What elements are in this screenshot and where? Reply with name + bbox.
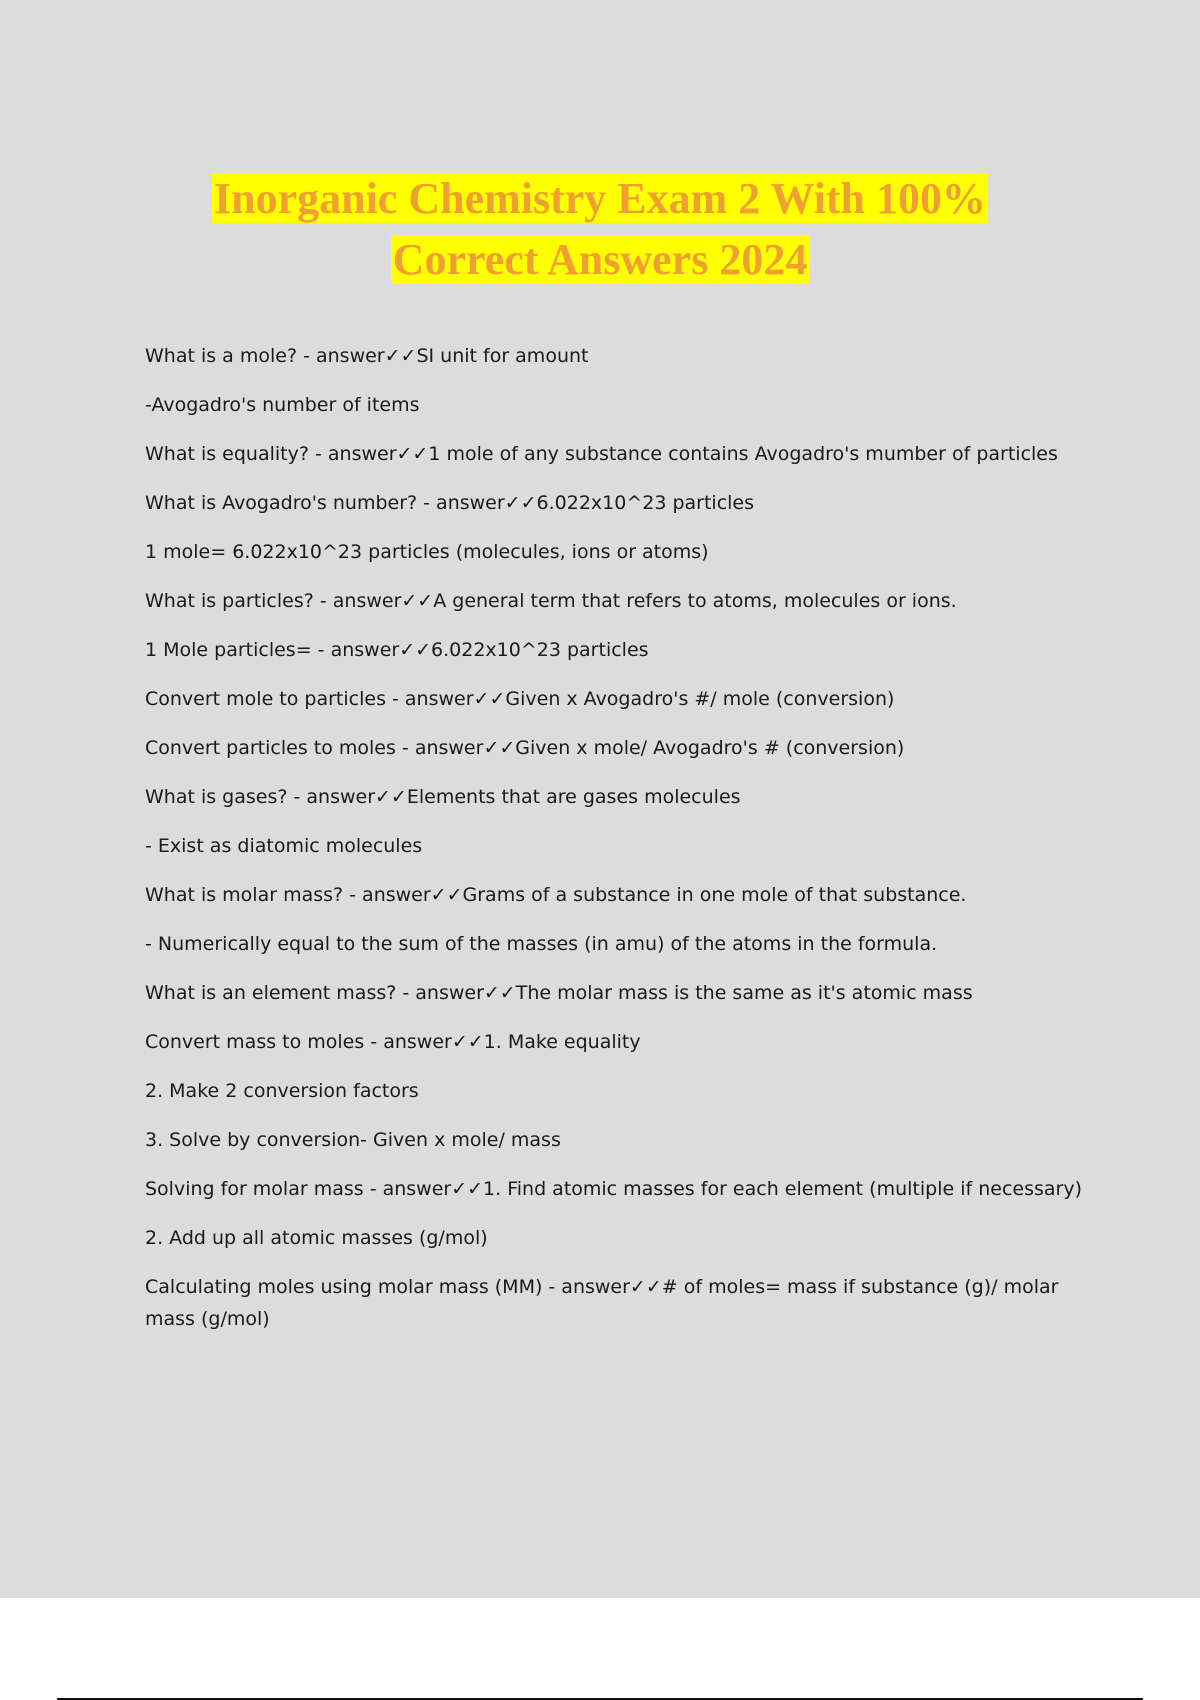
paragraph: 2. Add up all atomic masses (g/mol) xyxy=(145,1227,488,1249)
paragraph: What is a mole? - answer✓✓SI unit for amount xyxy=(145,345,589,367)
title-line-1: Inorganic Chemistry Exam 2 With 100% xyxy=(213,174,987,223)
paragraph: What is Avogadro's number? - answer✓✓6.022x10^23 particles xyxy=(145,492,755,514)
paragraph: Convert mass to moles - answer✓✓1. Make equality xyxy=(145,1031,641,1053)
paragraph: Solving for molar mass - answer✓✓1. Find atomic masses for each element (multiple if necessary) xyxy=(145,1178,1082,1200)
paragraph: 3. Solve by conversion- Given x mole/ mass xyxy=(145,1129,561,1151)
paragraph: 1 mole= 6.022x10^23 particles (molecules, ions or atoms) xyxy=(145,541,709,563)
paragraph: 2. Make 2 conversion factors xyxy=(145,1080,419,1102)
paragraph: Convert mole to particles - answer✓✓Given x Avogadro's #/ mole (conversion) xyxy=(145,688,895,710)
document-title xyxy=(0,168,1200,290)
paragraph: - Numerically equal to the sum of the masses (in amu) of the atoms in the formula. xyxy=(145,933,938,955)
paragraph: 1 Mole particles= - answer✓✓6.022x10^23 particles xyxy=(145,639,649,661)
paragraph: What is particles? - answer✓✓A general term that refers to atoms, molecules or ions. xyxy=(145,590,957,612)
paragraph: What is an element mass? - answer✓✓The molar mass is the same as it's atomic mass xyxy=(145,982,973,1004)
paragraph: What is gases? - answer✓✓Elements that are gases molecules xyxy=(145,786,741,808)
document-body xyxy=(145,340,1095,1352)
paragraph: -Avogadro's number of items xyxy=(145,394,420,416)
title-line-2: Correct Answers 2024 xyxy=(392,235,808,284)
paragraph: Calculating moles using molar mass (MM) - answer✓✓# of moles= mass if substance (g)/ molar mass (g/mol) xyxy=(145,1276,1059,1330)
paragraph: What is molar mass? - answer✓✓Grams of a substance in one mole of that substance. xyxy=(145,884,967,906)
paragraph: What is equality? - answer✓✓1 mole of any substance contains Avogadro's mumber of particles xyxy=(145,443,1058,465)
paragraph: Convert particles to moles - answer✓✓Given x mole/ Avogadro's # (conversion) xyxy=(145,737,905,759)
paragraph: - Exist as diatomic molecules xyxy=(145,835,423,857)
